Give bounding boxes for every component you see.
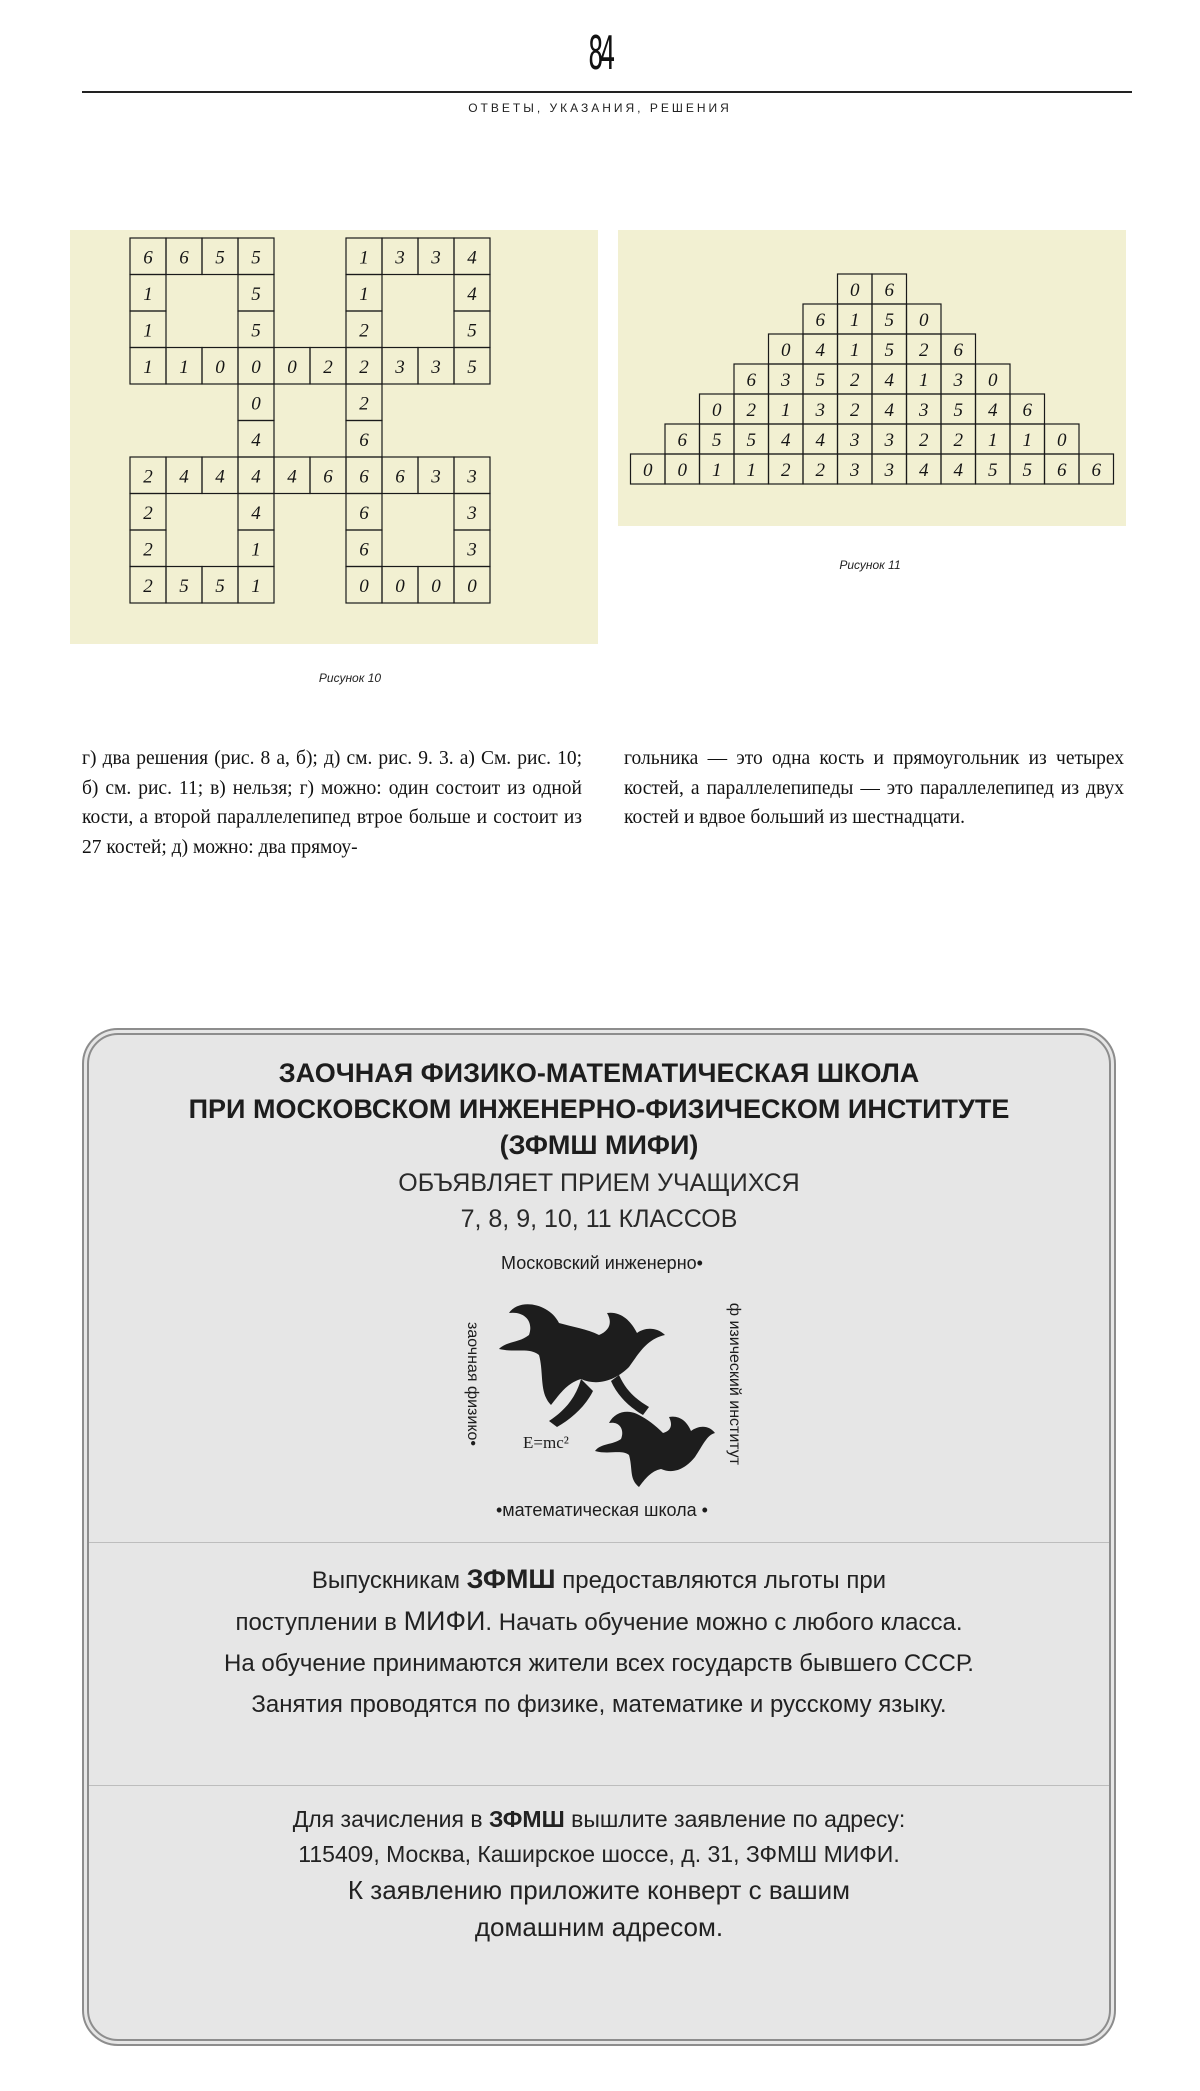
advertisement-inner [89,1035,1109,2039]
contact-highlight: ЗФМШ [488,1806,565,1832]
pyramid-digit: 0 [988,370,998,391]
pyramid-digit: 1 [850,310,860,331]
domino-digit: 3 [467,539,477,561]
domino-digit: 1 [359,283,369,305]
page-number: 84 [588,26,612,80]
pyramid-digit: 0 [919,310,929,331]
domino-digit: 1 [143,320,153,342]
domino-digit: 2 [143,575,153,597]
ad-benefits [89,1559,1109,1725]
domino-digit: 4 [467,247,477,269]
pyramid-digit: 0 [1057,430,1067,451]
ad-title-line: ПРИ МОСКОВСКОМ ИНЖЕНЕРНО-ФИЗИЧЕСКОМ ИНСТИТУТЕ [188,1094,1010,1124]
pyramid-digit: 6 [884,280,894,301]
ad-subtitle-line: 7, 8, 9, 10, 11 КЛАССОВ [460,1205,738,1233]
domino-digit: 1 [359,247,369,269]
pyramid-digit: 0 [643,460,653,481]
logo-formula: E=mc² [523,1433,569,1452]
domino-digit: 0 [467,575,477,597]
figure-10-caption: Рисунок 10 [318,671,382,685]
pyramid-digit: 5 [815,370,825,391]
domino-digit: 6 [395,466,405,488]
pyramid-digit: 3 [850,430,860,451]
domino-digit: 6 [359,502,369,524]
benefits-text: Выпускникам [311,1567,460,1594]
domino-digit: 5 [251,320,261,342]
ad-title-line: ЗАОЧНАЯ ФИЗИКО-МАТЕМАТИЧЕСКАЯ ШКОЛА [278,1058,920,1088]
pyramid-digit: 4 [884,370,894,391]
domino-digit: 5 [251,283,261,305]
figure-11-panel [618,230,1126,526]
domino-digit: 2 [359,356,369,378]
domino-digit: 5 [215,247,225,269]
domino-digit: 3 [395,247,405,269]
domino-digit: 4 [287,466,297,488]
domino-digit: 5 [215,575,225,597]
domino-digit: 4 [215,466,225,488]
pyramid-digit: 5 [884,310,894,331]
pyramid-digit: 1 [919,370,929,391]
pyramid-digit: 4 [781,430,791,451]
domino-digit: 4 [251,466,261,488]
contact-address: 115409, Москва, Каширское шоссе, д. 31, ЗФМШ МИФИ. [298,1841,900,1867]
pyramid-digit: 2 [919,430,929,451]
domino-digit: 5 [467,356,477,378]
domino-digit: 5 [467,320,477,342]
pyramid-digit: 2 [953,430,963,451]
benefits-line [89,1559,1109,1601]
figure-10-panel [70,230,598,644]
pyramid-digit: 0 [712,400,722,421]
domino-digit: 6 [143,247,153,269]
benefits-line: На обучение принимаются жители всех государств бывшего СССР. [224,1650,974,1677]
benefits-line: Занятия проводятся по физике, математике и русскому языку. [251,1691,947,1718]
pyramid-digit: 3 [815,400,825,421]
school-logo [459,1253,745,1521]
benefits-text: предоставляются льготы при [562,1567,887,1594]
pyramid-digit: 5 [1022,460,1032,481]
domino-digit: 6 [179,247,189,269]
domino-digit: 3 [431,356,441,378]
pyramid-digit: 6 [953,340,963,361]
benefits-text: поступлении в [235,1609,397,1636]
ad-subtitle [89,1165,1109,1237]
pyramid-digit: 2 [850,370,860,391]
running-head: ОТВЕТЫ, УКАЗАНИЯ, РЕШЕНИЯ [468,101,732,115]
pyramid-digit: 2 [781,460,791,481]
pyramid-digit: 0 [850,280,860,301]
pyramid-digit: 3 [884,430,894,451]
pyramid-digit: 4 [988,400,998,421]
domino-digit: 1 [179,356,189,378]
logo-text-right: ф изический институт [726,1302,743,1466]
pyramid-digit: 1 [712,460,722,481]
ad-divider [89,1785,1109,1786]
figure-10-grid [70,230,598,644]
domino-digit: 2 [143,539,153,561]
domino-digit: 0 [251,356,261,378]
benefits-line [89,1601,1109,1643]
domino-digit: 1 [251,575,261,597]
pyramid-digit: 1 [781,400,791,421]
domino-digit: 6 [359,539,369,561]
pyramid-digit: 3 [953,370,963,391]
domino-digit: 3 [431,466,441,488]
header-rule [82,91,1132,93]
logo-text-top: Московский инженерно• [501,1253,703,1273]
ad-title-line: (ЗФМШ МИФИ) [499,1130,699,1160]
pyramid-digit: 0 [781,340,791,361]
domino-digit: 4 [251,502,261,524]
pyramid-digit: 1 [850,340,860,361]
contact-note: К заявлению приложите конверт с вашим [347,1875,851,1905]
text-left-column: г) два решения (рис. 8 а, б); д) см. рис. 9. 3. а) См. рис. 10; б) см. рис. 11; в) нельзя; г) можно: один состоит из одной кости, а второй параллелепипед втрое больше и состоит из 27 костей; д) можно: два прямоу- [82,748,582,858]
domino-digit: 0 [395,575,405,597]
pyramid-digit: 5 [712,430,722,451]
pyramid-digit: 2 [815,460,825,481]
pyramid-digit: 5 [953,400,963,421]
figure-11-caption: Рисунок 11 [839,558,901,572]
domino-digit: 6 [323,466,333,488]
domino-digit: 1 [143,283,153,305]
ad-divider [89,1542,1109,1543]
pyramid-digit: 1 [746,460,756,481]
domino-digit: 0 [359,575,369,597]
domino-digit: 6 [359,466,369,488]
figure-11-pyramid [618,230,1126,526]
domino-digit: 4 [251,429,261,451]
pyramid-digit: 4 [919,460,929,481]
domino-digit: 2 [143,502,153,524]
pyramid-digit: 5 [988,460,998,481]
pyramid-digit: 3 [850,460,860,481]
ad-subtitle-line: ОБЪЯВЛЯЕТ ПРИЕМ УЧАЩИХСЯ [398,1169,800,1197]
pyramid-digit: 6 [815,310,825,331]
domino-digit: 5 [251,247,261,269]
pyramid-digit: 3 [919,400,929,421]
pyramid-digit: 4 [953,460,963,481]
ad-title [89,1055,1109,1163]
pyramid-digit: 3 [781,370,791,391]
contact-text: вышлите заявление по адресу: [571,1806,906,1832]
pyramid-digit: 5 [884,340,894,361]
pyramid-digit: 5 [746,430,756,451]
pyramid-digit: 6 [1057,460,1067,481]
benefits-highlight: МИФИ [403,1606,486,1636]
pyramid-digit: 6 [1022,400,1032,421]
domino-digit: 0 [251,393,261,415]
domino-digit: 1 [143,356,153,378]
pyramid-digit: 4 [884,400,894,421]
pyramid-digit: 3 [884,460,894,481]
ad-contact [89,1802,1109,1946]
domino-digit: 4 [179,466,189,488]
pyramid-digit: 1 [988,430,998,451]
logo-text-bottom: •математическая школа • [495,1500,708,1520]
domino-digit: 2 [359,320,369,342]
pyramid-digit: 1 [1022,430,1032,451]
domino-digit: 2 [359,393,369,415]
domino-digit: 6 [359,429,369,451]
domino-digit: 3 [467,502,477,524]
pyramid-digit: 4 [815,340,825,361]
advertisement-box [82,1028,1116,2046]
pyramid-digit: 2 [919,340,929,361]
pyramid-digit: 4 [815,430,825,451]
domino-digit: 4 [467,283,477,305]
pyramid-digit: 2 [850,400,860,421]
domino-digit: 2 [143,466,153,488]
domino-digit: 5 [179,575,189,597]
pegasus-emblem-icon [489,1283,715,1489]
domino-digit: 0 [287,356,297,378]
benefits-highlight: ЗФМШ [466,1564,556,1594]
benefits-text: . Начать обучение можно с любого класса. [485,1609,963,1636]
domino-digit: 0 [215,356,225,378]
pyramid-digit: 2 [746,400,756,421]
contact-text: Для зачисления в [292,1806,483,1832]
pyramid-digit: 0 [677,460,687,481]
contact-note: домашним адресом. [474,1912,724,1942]
text-right-column: гольника — это одна кость и прямоугольник из четырех костей, а параллелепипеды — это параллелепипед из двух костей и вдвое больший из шестнадцати. [624,748,1124,828]
domino-digit: 0 [431,575,441,597]
pyramid-digit: 6 [677,430,687,451]
domino-digit: 1 [251,539,261,561]
domino-digit: 3 [467,466,477,488]
contact-line [89,1802,1109,1837]
logo-text-left: заочная физико• [464,1321,481,1446]
domino-digit: 3 [431,247,441,269]
domino-digit: 3 [395,356,405,378]
pyramid-digit: 6 [1091,460,1101,481]
domino-digit: 2 [323,356,333,378]
pyramid-digit: 6 [746,370,756,391]
